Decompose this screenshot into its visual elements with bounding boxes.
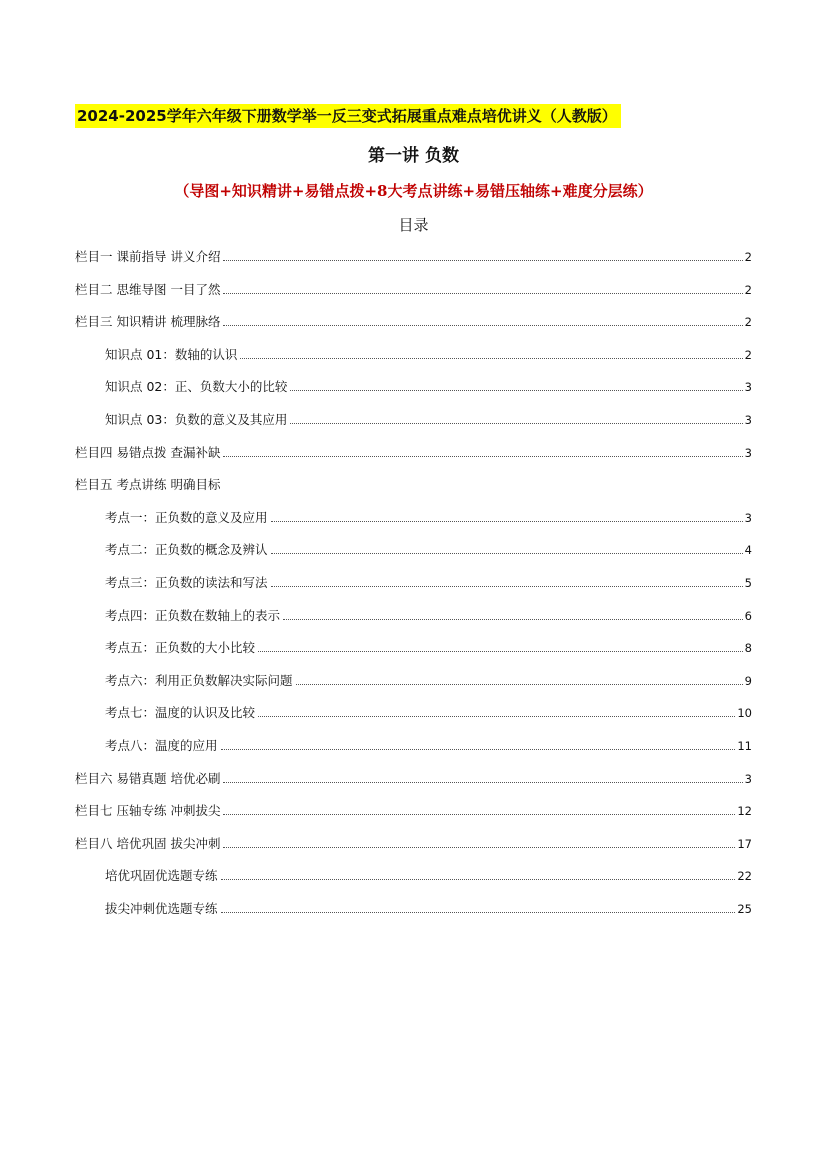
toc-entry-label: 考点四：正负数在数轴上的表示 bbox=[105, 607, 281, 623]
toc-page-number: 2 bbox=[744, 250, 752, 264]
toc-entry-label: 考点一：正负数的意义及应用 bbox=[105, 509, 268, 525]
toc-page-number: 3 bbox=[744, 510, 752, 525]
toc-dot-leader bbox=[221, 867, 736, 880]
toc-page-number: 3 bbox=[744, 771, 752, 786]
toc-dot-leader bbox=[223, 248, 742, 261]
toc-entry-label: 知识点 01：数轴的认识 bbox=[105, 346, 238, 362]
toc-page-number: 11 bbox=[737, 738, 752, 753]
toc-subentry[interactable] bbox=[75, 671, 752, 704]
toc-page-number: 8 bbox=[744, 641, 752, 656]
toc-dot-leader bbox=[223, 281, 742, 294]
toc-page-number: 25 bbox=[737, 901, 752, 916]
toc-entry-label: 拔尖冲刺优选题专练 bbox=[105, 900, 218, 916]
toc-entry-label: 考点八：温度的应用 bbox=[105, 737, 218, 753]
toc-page-number: 2 bbox=[744, 282, 752, 297]
toc-subentry[interactable] bbox=[75, 540, 752, 573]
toc-dot-leader bbox=[271, 509, 743, 522]
toc-entry[interactable] bbox=[75, 280, 752, 313]
toc-entry[interactable] bbox=[75, 475, 752, 508]
toc-entry-label: 考点二：正负数的概念及辨认 bbox=[105, 542, 268, 558]
toc-entry[interactable] bbox=[75, 769, 752, 802]
toc-page-number: 12 bbox=[737, 804, 752, 819]
toc-entry-label: 考点五：正负数的大小比较 bbox=[105, 640, 256, 656]
toc-dot-leader bbox=[283, 607, 743, 620]
toc-page-number: 4 bbox=[744, 543, 752, 558]
toc-subentry[interactable] bbox=[75, 866, 752, 899]
lecture-subtitle: （导图+知识精讲+易错点拨+8大考点讲练+易错压轴练+难度分层练） bbox=[174, 182, 653, 200]
toc-dot-leader bbox=[223, 770, 742, 783]
toc-entry-label: 考点六：利用正负数解决实际问题 bbox=[105, 672, 293, 688]
toc-dot-leader bbox=[240, 346, 742, 359]
toc-dot-leader bbox=[258, 639, 743, 652]
toc-entry[interactable] bbox=[75, 443, 752, 476]
lecture-title: 第一讲 负数 bbox=[368, 146, 459, 166]
toc-subentry[interactable] bbox=[75, 573, 752, 606]
toc-dot-leader bbox=[221, 737, 736, 750]
toc-subentry[interactable] bbox=[75, 606, 752, 639]
toc-entry-label: 栏目六 易错真题 培优必刷 bbox=[75, 770, 221, 786]
toc-entry[interactable] bbox=[75, 312, 752, 345]
toc-subentry[interactable] bbox=[75, 736, 752, 769]
toc-entry-label: 栏目七 压轴专练 冲刺拔尖 bbox=[75, 803, 221, 819]
toc-page-number: 22 bbox=[737, 869, 752, 884]
toc-dot-leader bbox=[223, 313, 742, 326]
toc-page-number: 17 bbox=[737, 836, 752, 851]
toc-page-number: 2 bbox=[744, 347, 752, 362]
toc-subentry[interactable] bbox=[75, 638, 752, 671]
toc-entry-label: 知识点 03：负数的意义及其应用 bbox=[105, 411, 288, 427]
toc-page-number: 9 bbox=[744, 673, 752, 688]
toc-dot-leader bbox=[296, 672, 743, 685]
toc-page-number: 3 bbox=[744, 445, 752, 460]
toc-page-number: 2 bbox=[744, 315, 752, 330]
toc-entry-label: 栏目三 知识精讲 梳理脉络 bbox=[75, 314, 221, 330]
toc-entry-label: 栏目四 易错点拨 查漏补缺 bbox=[75, 444, 221, 460]
toc-page-number: 3 bbox=[744, 380, 752, 395]
toc-dot-leader bbox=[271, 541, 743, 554]
series-title-banner: 2024-2025学年六年级下册数学举一反三变式拓展重点难点培优讲义（人教版） bbox=[75, 104, 621, 128]
toc-entry[interactable] bbox=[75, 801, 752, 834]
toc-entry-label: 栏目五 考点讲练 明确目标 bbox=[75, 477, 221, 493]
toc-entry-label: 知识点 02：正、负数大小的比较 bbox=[105, 379, 288, 395]
toc-dot-leader bbox=[221, 900, 736, 913]
toc-dot-leader bbox=[258, 704, 735, 717]
toc-page-number: 6 bbox=[744, 608, 752, 623]
toc-heading: 目录 bbox=[398, 216, 429, 234]
table-of-contents bbox=[75, 247, 752, 931]
toc-dot-leader bbox=[290, 411, 742, 424]
toc-entry-label: 考点三：正负数的读法和写法 bbox=[105, 574, 268, 590]
toc-entry-label: 栏目八 培优巩固 拔尖冲刺 bbox=[75, 835, 221, 851]
toc-subentry[interactable] bbox=[75, 345, 752, 378]
toc-entry-label: 培优巩固优选题专练 bbox=[105, 868, 218, 884]
toc-entry[interactable] bbox=[75, 247, 752, 280]
toc-entry-label: 栏目一 课前指导 讲义介绍 bbox=[75, 249, 221, 264]
toc-subentry[interactable] bbox=[75, 703, 752, 736]
toc-subentry[interactable] bbox=[75, 410, 752, 443]
toc-page-number: 5 bbox=[744, 575, 752, 590]
toc-page-number: 3 bbox=[744, 412, 752, 427]
toc-dot-leader bbox=[290, 378, 742, 391]
toc-entry-label: 考点七：温度的认识及比较 bbox=[105, 705, 256, 721]
toc-dot-leader bbox=[271, 574, 743, 587]
toc-dot-leader bbox=[223, 444, 742, 457]
toc-subentry[interactable] bbox=[75, 508, 752, 541]
toc-entry[interactable] bbox=[75, 834, 752, 867]
toc-entry-label: 栏目二 思维导图 一目了然 bbox=[75, 281, 221, 297]
toc-subentry[interactable] bbox=[75, 899, 752, 932]
toc-page-number: 10 bbox=[737, 706, 752, 721]
toc-subentry[interactable] bbox=[75, 377, 752, 410]
toc-dot-leader bbox=[223, 835, 735, 848]
toc-dot-leader bbox=[223, 802, 735, 815]
